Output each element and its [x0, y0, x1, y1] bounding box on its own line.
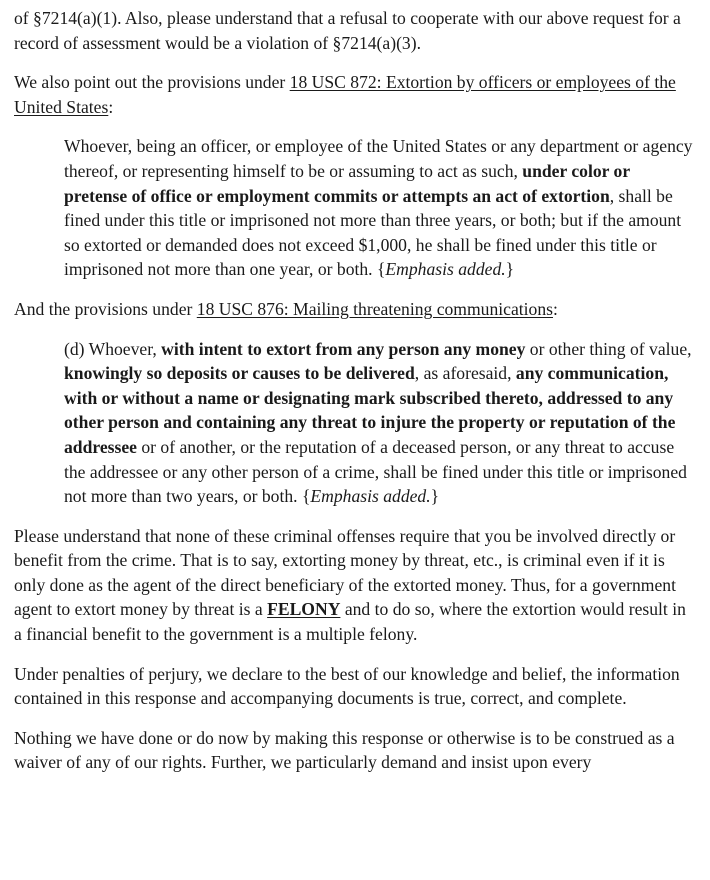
quote-text: , shall be fined under this title or imprisoned not more than three years, or both; but if the amount so extorted or demanded does not exceed $1,000, he shall be fined under this title or imprisoned not more than one year, or both. { — [64, 185, 682, 280]
paragraph-text: and to do so, where the extortion would result in a financial benefit to the government is a multiple felony. — [14, 599, 686, 645]
paragraph-text: Nothing we have done or do now by making this response or otherwise is to be construed as a waiver of any of our rights. Further, we particularly demand and insist upon every — [14, 727, 675, 773]
paragraph-perjury-declaration — [14, 662, 696, 711]
emphasis-added-note: Emphasis added. — [385, 259, 506, 280]
quote-text: } — [430, 486, 440, 507]
quote-text: or other thing of value, — [525, 338, 692, 359]
paragraph-text: : — [553, 298, 558, 319]
paragraph-872-intro — [14, 70, 696, 119]
link-18-usc-876[interactable]: 18 USC 876: Mailing threatening communications — [196, 298, 553, 319]
quote-emphasis: knowingly so deposits or causes to be delivered — [64, 363, 415, 384]
quote-emphasis: any communication, with or without a name or designating mark subscribed thereto, addressed to any other person and containing any threat to injure the property or reputation of the addressee — [64, 363, 676, 457]
paragraph-text: And the provisions under — [14, 298, 197, 319]
paragraph-text: Please understand that none of these criminal offenses require that you be involved directly or benefit from the crime. That is to say, extorting money by threat, etc., is criminal even if it is only done as the agent of the direct beneficiary of the extorted money. Thus, for a government agent to extort money by threat is a — [14, 525, 676, 620]
paragraph-rights-reservation — [14, 726, 696, 775]
emphasis-added-note: Emphasis added. — [310, 486, 431, 507]
quote-text: , as aforesaid, — [414, 363, 516, 384]
link-felony[interactable]: FELONY — [267, 599, 341, 620]
blockquote-18-usc-872 — [64, 134, 696, 282]
paragraph-7214-reference — [14, 6, 696, 55]
quote-text: Whoever, being an officer, or employee of the United States or any department or agency thereof, or representing himself to be or assuming to act as such, — [64, 136, 693, 181]
link-18-usc-872[interactable]: 18 USC 872: Extortion by officers or employees of the United States — [14, 72, 676, 117]
quote-text: (d) Whoever, — [64, 338, 162, 359]
blockquote-18-usc-876 — [64, 337, 696, 509]
quote-text: or of another, or the reputation of a deceased person, or any threat to accuse the addressee or any other person of a crime, shall be fined under this title or imprisoned not more than two years, or both. { — [64, 436, 687, 507]
quote-emphasis: with intent to extort from any person any money — [161, 338, 526, 359]
paragraph-text: : — [108, 96, 114, 117]
paragraph-felony-explanation — [14, 524, 696, 647]
paragraph-text: of §7214(a)(1). Also, please understand that a refusal to cooperate with our above request for a record of assessment would be a violation of §7214(a)(3). — [14, 8, 681, 53]
paragraph-text: Under penalties of perjury, we declare to the best of our knowledge and belief, the information contained in this response and accompanying documents is true, correct, and complete. — [14, 663, 680, 709]
paragraph-text: We also point out the provisions under — [14, 72, 290, 93]
quote-text: } — [505, 259, 515, 280]
paragraph-876-intro — [14, 297, 696, 322]
quote-emphasis: under color or pretense of office or employment commits or attempts an act of extortion — [64, 160, 630, 206]
